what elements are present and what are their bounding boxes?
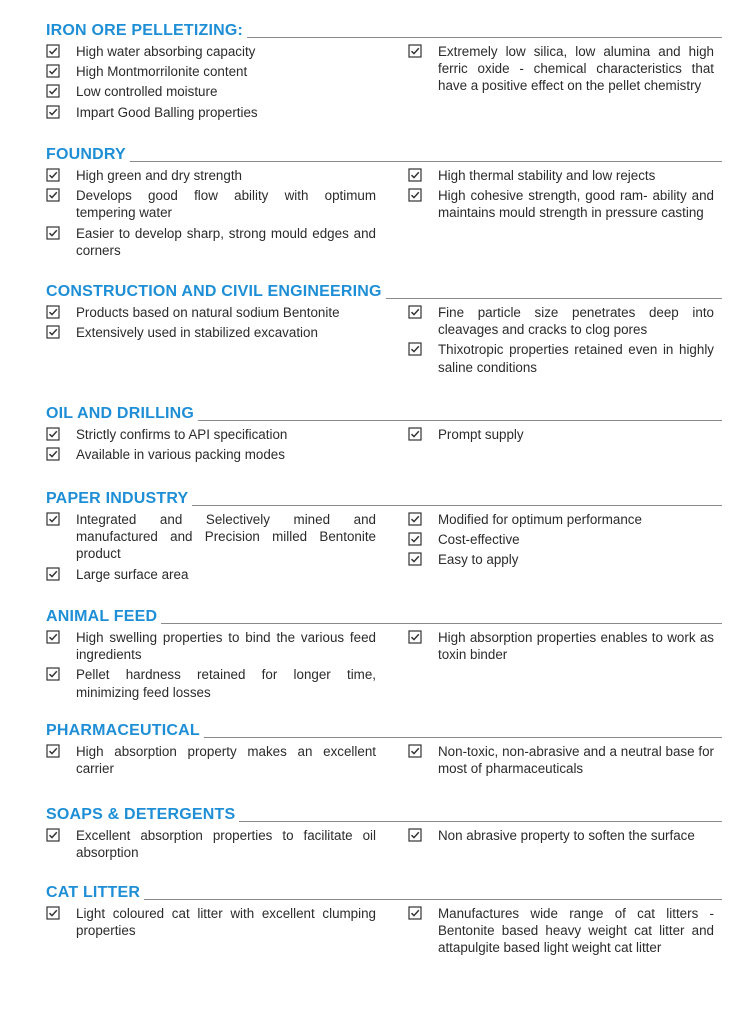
checkbox-checked-icon [46,305,60,319]
checkbox-checked-icon [408,512,422,526]
left-column [46,304,376,379]
checkbox-checked-icon [46,630,60,644]
heading-rule [204,737,722,738]
checkbox-checked-icon [408,630,422,644]
heading-rule [239,821,722,822]
checkbox-checked-icon [46,447,60,461]
bullet-text: High cohesive strength, good ram- ability and maintains mould strength in pressure casting [438,188,714,221]
bullet-item [408,304,714,338]
bullet-item [408,743,714,777]
section-oil-and-drilling [46,403,722,466]
section-heading-row [46,720,722,740]
checkbox-checked-icon [46,44,60,58]
bullet-columns [46,167,722,262]
bullet-item [46,629,376,663]
checkbox-checked-icon [408,44,422,58]
section-heading: PAPER INDUSTRY [46,490,189,507]
bullet-item [46,225,376,259]
bullet-item [46,426,376,443]
bullet-item [46,63,376,80]
section-heading-row [46,606,722,626]
section-heading: PHARMACEUTICAL [46,722,200,739]
checkbox-checked-icon [408,828,422,842]
bullet-item [46,83,376,100]
bullet-item [46,666,376,700]
bullet-text: Low controlled moisture [76,84,218,100]
bullet-text: Excellent absorption properties to facilitate oil absorption [76,828,376,861]
bullet-text: Modified for optimum performance [438,512,642,527]
left-column [46,167,376,262]
bullet-text: Develops good flow ability with optimum tempering water [76,188,376,221]
bullet-text: Integrated and Selectively mined and manufactured and Precision milled Bentonite product [76,512,376,562]
bullet-item [408,827,714,844]
left-column [46,827,376,864]
bullet-text: Fine particle size penetrates deep into cleavages and cracks to clog pores [438,305,714,338]
bullet-text: Impart Good Balling properties [76,104,258,120]
bullet-text: Prompt supply [438,427,524,442]
bullet-text: Pellet hardness retained for longer time, minimizing feed losses [76,667,376,700]
section-heading-row [46,20,722,40]
checkbox-checked-icon [408,427,422,441]
left-column [46,629,376,704]
bullet-text: Light coloured cat litter with excellent clumping properties [76,906,376,939]
checkbox-checked-icon [408,188,422,202]
heading-rule [386,298,722,299]
left-column [46,426,376,466]
bullet-item [46,187,376,221]
right-column [408,629,714,704]
section-heading: OIL AND DRILLING [46,405,195,422]
bullet-item [46,324,376,341]
bullet-item [46,43,376,60]
bullet-item [408,187,714,221]
bullet-item [46,511,376,563]
section-pharmaceutical [46,720,722,780]
bullet-text: High absorption property makes an excellent carrier [76,744,376,777]
bullet-text: Easy to apply [438,552,519,568]
bullet-item [46,167,376,184]
checkbox-checked-icon [46,64,60,78]
section-heading-row [46,144,722,164]
bullet-text: Non-toxic, non-abrasive and a neutral base for most of pharmaceuticals [438,744,714,777]
heading-rule [130,161,722,162]
left-column [46,905,376,960]
bullet-columns [46,743,722,780]
right-column [408,167,714,262]
left-column [46,743,376,780]
bullet-item [408,167,714,184]
bullet-text: Manufactures wide range of cat litters - Bentonite based heavy weight cat litter and attapulgite based light weight cat litter [438,906,714,956]
bullet-item [408,531,714,548]
checkbox-checked-icon [408,552,422,566]
bullet-columns [46,629,722,704]
section-heading: SOAPS & DETERGENTS [46,806,236,823]
right-column [408,905,714,960]
bullet-item [408,341,714,375]
bullet-item [408,629,714,663]
checkbox-checked-icon [46,906,60,920]
right-column [408,43,714,124]
checkbox-checked-icon [408,744,422,758]
bullet-columns [46,426,722,466]
heading-rule [247,37,722,38]
bullet-text: Available in various packing modes [76,447,285,463]
checkbox-checked-icon [46,567,60,581]
checkbox-checked-icon [46,667,60,681]
section-heading-row [46,882,722,902]
right-column [408,511,714,586]
bullet-columns [46,43,722,124]
section-heading-row [46,804,722,824]
bullet-item [46,304,376,321]
checkbox-checked-icon [408,342,422,356]
section-heading-row [46,281,722,301]
bullet-item [408,905,714,957]
checkbox-checked-icon [46,168,60,182]
left-column [46,511,376,586]
bullet-text: Thixotropic properties retained even in highly saline conditions [438,342,714,375]
heading-rule [198,420,722,421]
bullet-columns [46,304,722,379]
bullet-item [46,905,376,939]
bullet-text: Extensively used in stabilized excavation [76,325,318,341]
bullet-text: High thermal stability and low rejects [438,168,656,183]
section-paper-industry [46,488,722,586]
section-heading-row [46,488,722,508]
checkbox-checked-icon [408,532,422,546]
section-heading: FOUNDRY [46,146,126,163]
bullet-text: Cost-effective [438,532,520,548]
section-foundry [46,144,722,262]
right-column [408,743,714,780]
bullet-item [408,511,714,528]
bullet-item [408,43,714,95]
section-iron-ore-pelletizing [46,20,722,124]
bullet-item [46,827,376,861]
bullet-columns [46,511,722,586]
checkbox-checked-icon [46,188,60,202]
section-soaps-detergents [46,804,722,864]
bullet-text: Strictly confirms to API specification [76,427,288,442]
section-animal-feed [46,606,722,704]
bullet-columns [46,905,722,960]
section-heading: CONSTRUCTION AND CIVIL ENGINEERING [46,283,382,300]
checkbox-checked-icon [46,84,60,98]
bullet-text: Large surface area [76,566,189,582]
bullet-text: High Montmorrilonite content [76,64,248,80]
bullet-text: High absorption properties enables to work as toxin binder [438,630,714,663]
checkbox-checked-icon [408,168,422,182]
checkbox-checked-icon [46,828,60,842]
section-heading: ANIMAL FEED [46,608,158,625]
bullet-text: Extremely low silica, low alumina and high ferric oxide - chemical characteristics that have a positive effect on the pellet chemistry [438,44,714,94]
checkbox-checked-icon [408,906,422,920]
checkbox-checked-icon [46,744,60,758]
heading-rule [192,505,722,506]
checkbox-checked-icon [46,226,60,240]
bullet-text: High swelling properties to bind the various feed ingredients [76,630,376,663]
bullet-item [46,446,376,463]
heading-rule [161,623,722,624]
checkbox-checked-icon [46,105,60,119]
section-heading: IRON ORE PELLETIZING: [46,22,244,39]
checkbox-checked-icon [408,305,422,319]
bullet-item [46,743,376,777]
bullet-item [408,426,714,443]
bullet-item [408,551,714,568]
heading-rule [144,899,722,900]
right-column [408,426,714,466]
bullet-text: Non abrasive property to soften the surface [438,828,695,843]
section-heading-row [46,403,722,423]
bullet-text: Easier to develop sharp, strong mould edges and corners [76,225,376,258]
checkbox-checked-icon [46,325,60,339]
checkbox-checked-icon [46,512,60,526]
bullet-text: High green and dry strength [76,168,242,183]
bullet-text: Products based on natural sodium Bentonite [76,305,340,320]
right-column [408,304,714,379]
bullet-item [46,566,376,583]
section-cat-litter [46,882,722,960]
left-column [46,43,376,124]
bullet-item [46,104,376,121]
section-construction-and-civil-engineering [46,281,722,379]
right-column [408,827,714,864]
bullet-text: High water absorbing capacity [76,44,256,59]
bullet-columns [46,827,722,864]
checkbox-checked-icon [46,427,60,441]
section-heading: CAT LITTER [46,884,141,901]
